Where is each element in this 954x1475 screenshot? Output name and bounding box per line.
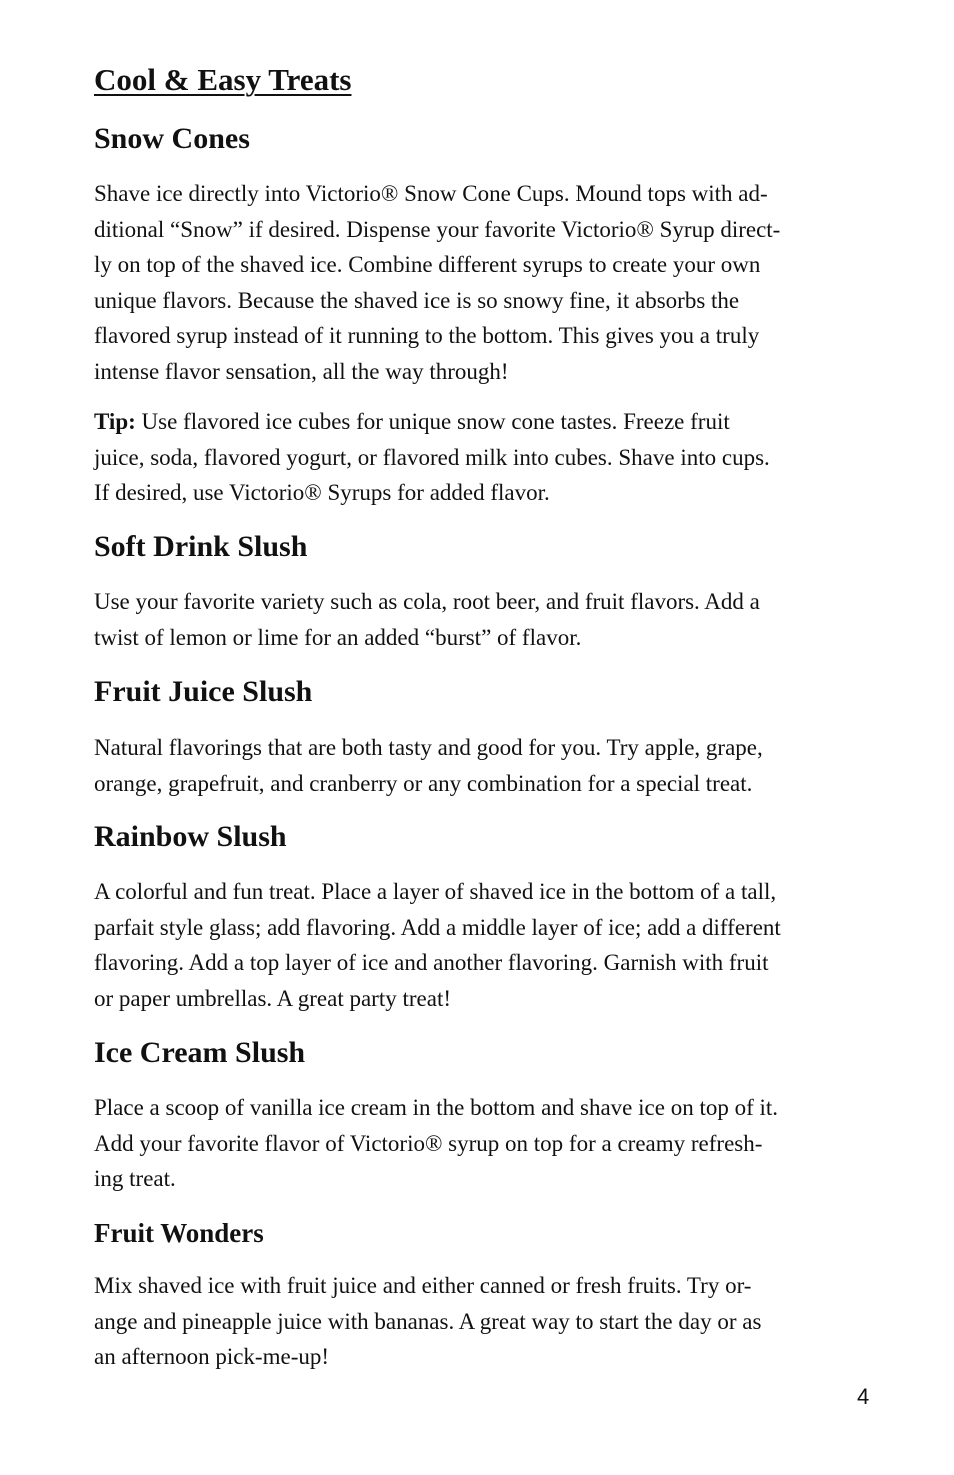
text-line: orange, grapefruit, and cranberry or any combination for a special treat. (94, 770, 753, 796)
tip-paragraph (94, 404, 864, 511)
text-line: Place a scoop of vanilla ice cream in the bottom and shave ice on top of it. (94, 1095, 779, 1120)
text-line: flavored syrup instead of it running to the bottom. This gives you a truly (94, 323, 760, 348)
text-line: ing treat. (94, 1166, 176, 1191)
text-line: an afternoon pick-me-up! (94, 1344, 330, 1369)
text-line: ly on top of the shaved ice. Combine different syrups to create your own (94, 252, 761, 277)
section-heading-soft-drink-slush: Soft Drink Slush (94, 530, 308, 563)
fruit-juice-slush-paragraph (94, 730, 864, 801)
text-line: unique flavors. Because the shaved ice is so snowy fine, it absorbs the (94, 287, 740, 313)
text-line: twist of lemon or lime for an added “burst” of flavor. (94, 624, 582, 650)
text-line: juice, soda, flavored yogurt, or flavored milk into cubes. Shave into cups. (94, 444, 770, 470)
text-line: ditional “Snow” if desired. Dispense your favorite Victorio® Syrup direct- (94, 216, 781, 242)
section-heading-rainbow-slush: Rainbow Slush (94, 820, 287, 853)
tip-text: Use flavored ice cubes for unique snow cone tastes. Freeze fruit (135, 409, 730, 434)
text-line: Natural flavorings that are both tasty and good for you. Try apple, grape, (94, 735, 763, 760)
text-line: ange and pineapple juice with bananas. A great way to start the day or as (94, 1308, 762, 1334)
text-line: or paper umbrellas. A great party treat! (94, 985, 451, 1011)
ice-cream-slush-paragraph (94, 1090, 864, 1197)
snow-cones-paragraph (94, 176, 864, 389)
section-heading-fruit-juice-slush: Fruit Juice Slush (94, 675, 313, 708)
section-heading-fruit-wonders: Fruit Wonders (94, 1218, 264, 1248)
page-number: 4 (857, 1384, 870, 1409)
text-line: A colorful and fun treat. Place a layer of shaved ice in the bottom of a tall, (94, 879, 777, 904)
fruit-wonders-paragraph (94, 1268, 864, 1375)
rainbow-slush-paragraph (94, 874, 864, 1016)
page-title: Cool & Easy Treats (94, 62, 352, 97)
text-line: parfait style glass; add flavoring. Add a middle layer of ice; add a different (94, 914, 781, 940)
text-line: Use your favorite variety such as cola, root beer, and fruit flavors. Add a (94, 589, 760, 614)
tip-label: Tip: (94, 409, 136, 434)
text-line: Add your favorite flavor of Victorio® syrup on top for a creamy refresh- (94, 1130, 763, 1156)
section-heading-snow-cones: Snow Cones (94, 122, 250, 155)
text-line: Shave ice directly into Victorio® Snow Cone Cups. Mound tops with ad- (94, 181, 768, 206)
text-line: Mix shaved ice with fruit juice and either canned or fresh fruits. Try or- (94, 1273, 752, 1298)
text-line: intense flavor sensation, all the way through! (94, 358, 509, 384)
text-line: If desired, use Victorio® Syrups for added flavor. (94, 480, 550, 505)
text-line (94, 404, 864, 440)
soft-drink-slush-paragraph (94, 584, 864, 655)
text-line: flavoring. Add a top layer of ice and another flavoring. Garnish with fruit (94, 950, 769, 975)
section-heading-ice-cream-slush: Ice Cream Slush (94, 1036, 306, 1069)
